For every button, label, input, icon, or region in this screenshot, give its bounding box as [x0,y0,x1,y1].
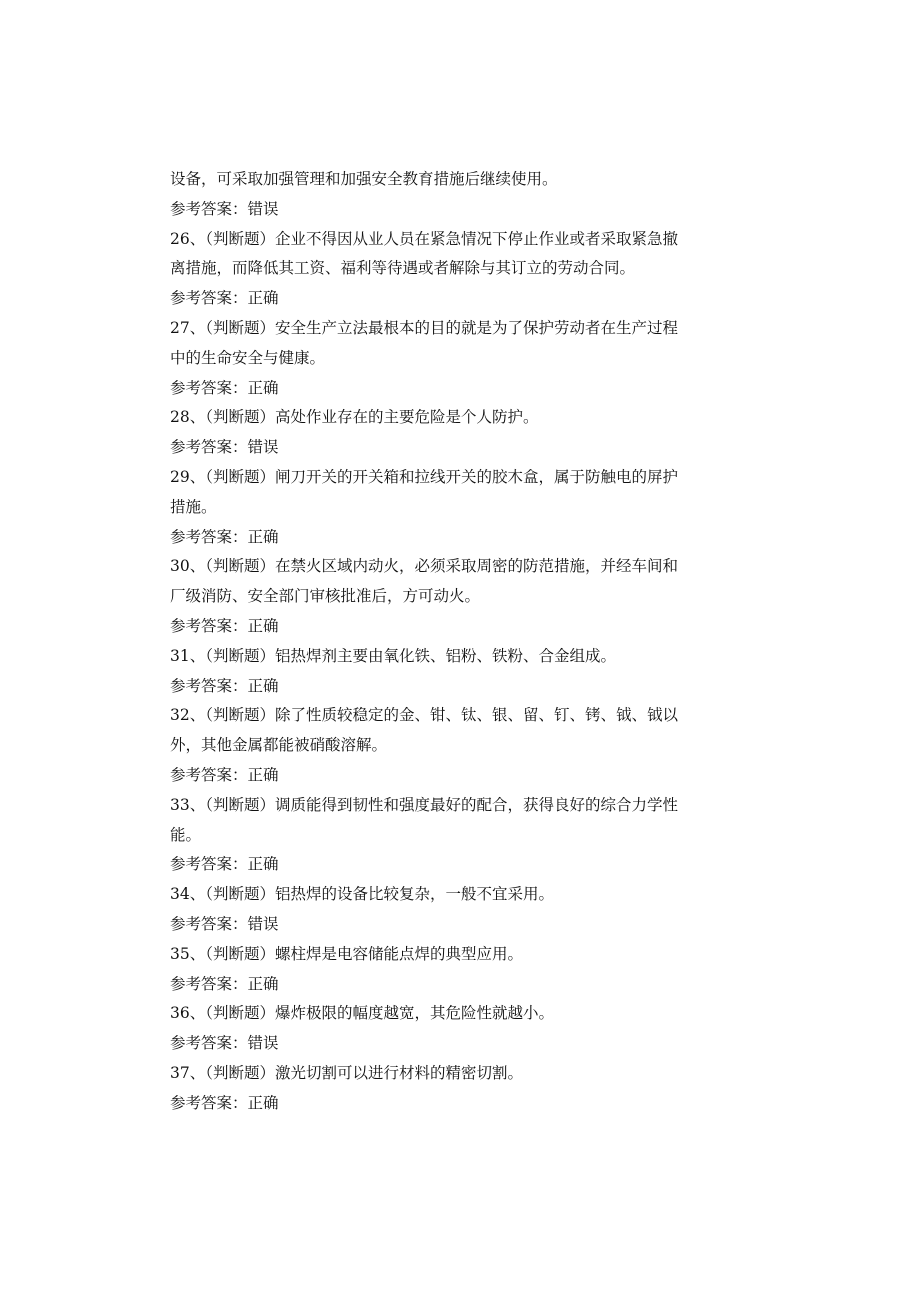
answer-text: 参考答案：错误 [170,1034,279,1053]
question-item [170,880,736,940]
question-item [170,999,736,1059]
question-item [170,403,736,463]
question-item [170,225,736,314]
question-text-line: 外，其他金属都能被硝酸溶解。 [170,736,388,755]
question-item [170,940,736,1000]
question-text-line: 28、（判断题）高处作业存在的主要危险是个人防护。 [170,408,539,427]
question-text-line: 32、（判断题）除了性质较稳定的金、钳、钛、银、留、钉、铐、钺、钺以 [170,706,678,725]
answer-text: 参考答案：正确 [170,289,279,308]
question-item [170,1059,736,1119]
question-item [170,314,736,403]
question-text-line: 能。 [170,825,202,844]
answer-text: 参考答案：正确 [170,616,279,635]
answer-text: 参考答案：正确 [170,1093,279,1112]
answer-text: 参考答案：正确 [170,765,279,784]
question-list [170,225,736,1119]
continuation-answer: 参考答案：错误 [170,199,279,218]
answer-text: 参考答案：正确 [170,676,279,695]
answer-text: 参考答案：正确 [170,378,279,397]
continuation-text: 设备，可采取加强管理和加强安全教育措施后继续使用。 [170,170,558,188]
question-text-line: 37、（判断题）激光切割可以进行材料的精密切割。 [170,1063,523,1082]
answer-text: 参考答案：错误 [170,438,279,457]
question-text-line: 26、（判断题）企业不得因从业人员在紧急情况下停止作业或者采取紧急撤 [170,229,678,248]
question-text-line: 30、（判断题）在禁火区域内动火，必须采取周密的防范措施，并经车间和 [170,557,678,576]
question-item [170,791,736,880]
document-page [170,165,736,1119]
question-text-line: 33、（判断题）调质能得到韧性和强度最好的配合，获得良好的综合力学性 [170,795,678,814]
question-text-line: 27、（判断题）安全生产立法最根本的目的就是为了保护劳动者在生产过程 [170,318,678,337]
question-text-line: 29、（判断题）闸刀开关的开关箱和拉线开关的胶木盒，属于防触电的屏护 [170,467,678,486]
answer-text: 参考答案：正确 [170,974,279,993]
question-text-line: 措施。 [170,497,217,516]
question-text-line: 厂级消防、安全部门审核批准后，方可动火。 [170,587,481,606]
question-text-line: 34、（判断题）铝热焊的设备比较复杂，一般不宜采用。 [170,885,554,904]
question-text-line: 31、（判断题）铝热焊剂主要由氧化铁、铝粉、铁粉、合金组成。 [170,646,616,665]
question-item [170,552,736,641]
question-text-line: 中的生命安全与健康。 [170,348,326,367]
answer-text: 参考答案：正确 [170,855,279,874]
answer-text: 参考答案：正确 [170,527,279,546]
question-item [170,463,736,552]
answer-text: 参考答案：错误 [170,914,279,933]
question-item [170,701,736,790]
question-item [170,642,736,702]
question-text-line: 36、（判断题）爆炸极限的幅度越宽，其危险性就越小。 [170,1004,554,1023]
question-text-line: 离措施，而降低其工资、福利等待遇或者解除与其订立的劳动合同。 [170,259,636,278]
question-text-line: 35、（判断题）螺柱焊是电容储能点焊的典型应用。 [170,944,523,963]
